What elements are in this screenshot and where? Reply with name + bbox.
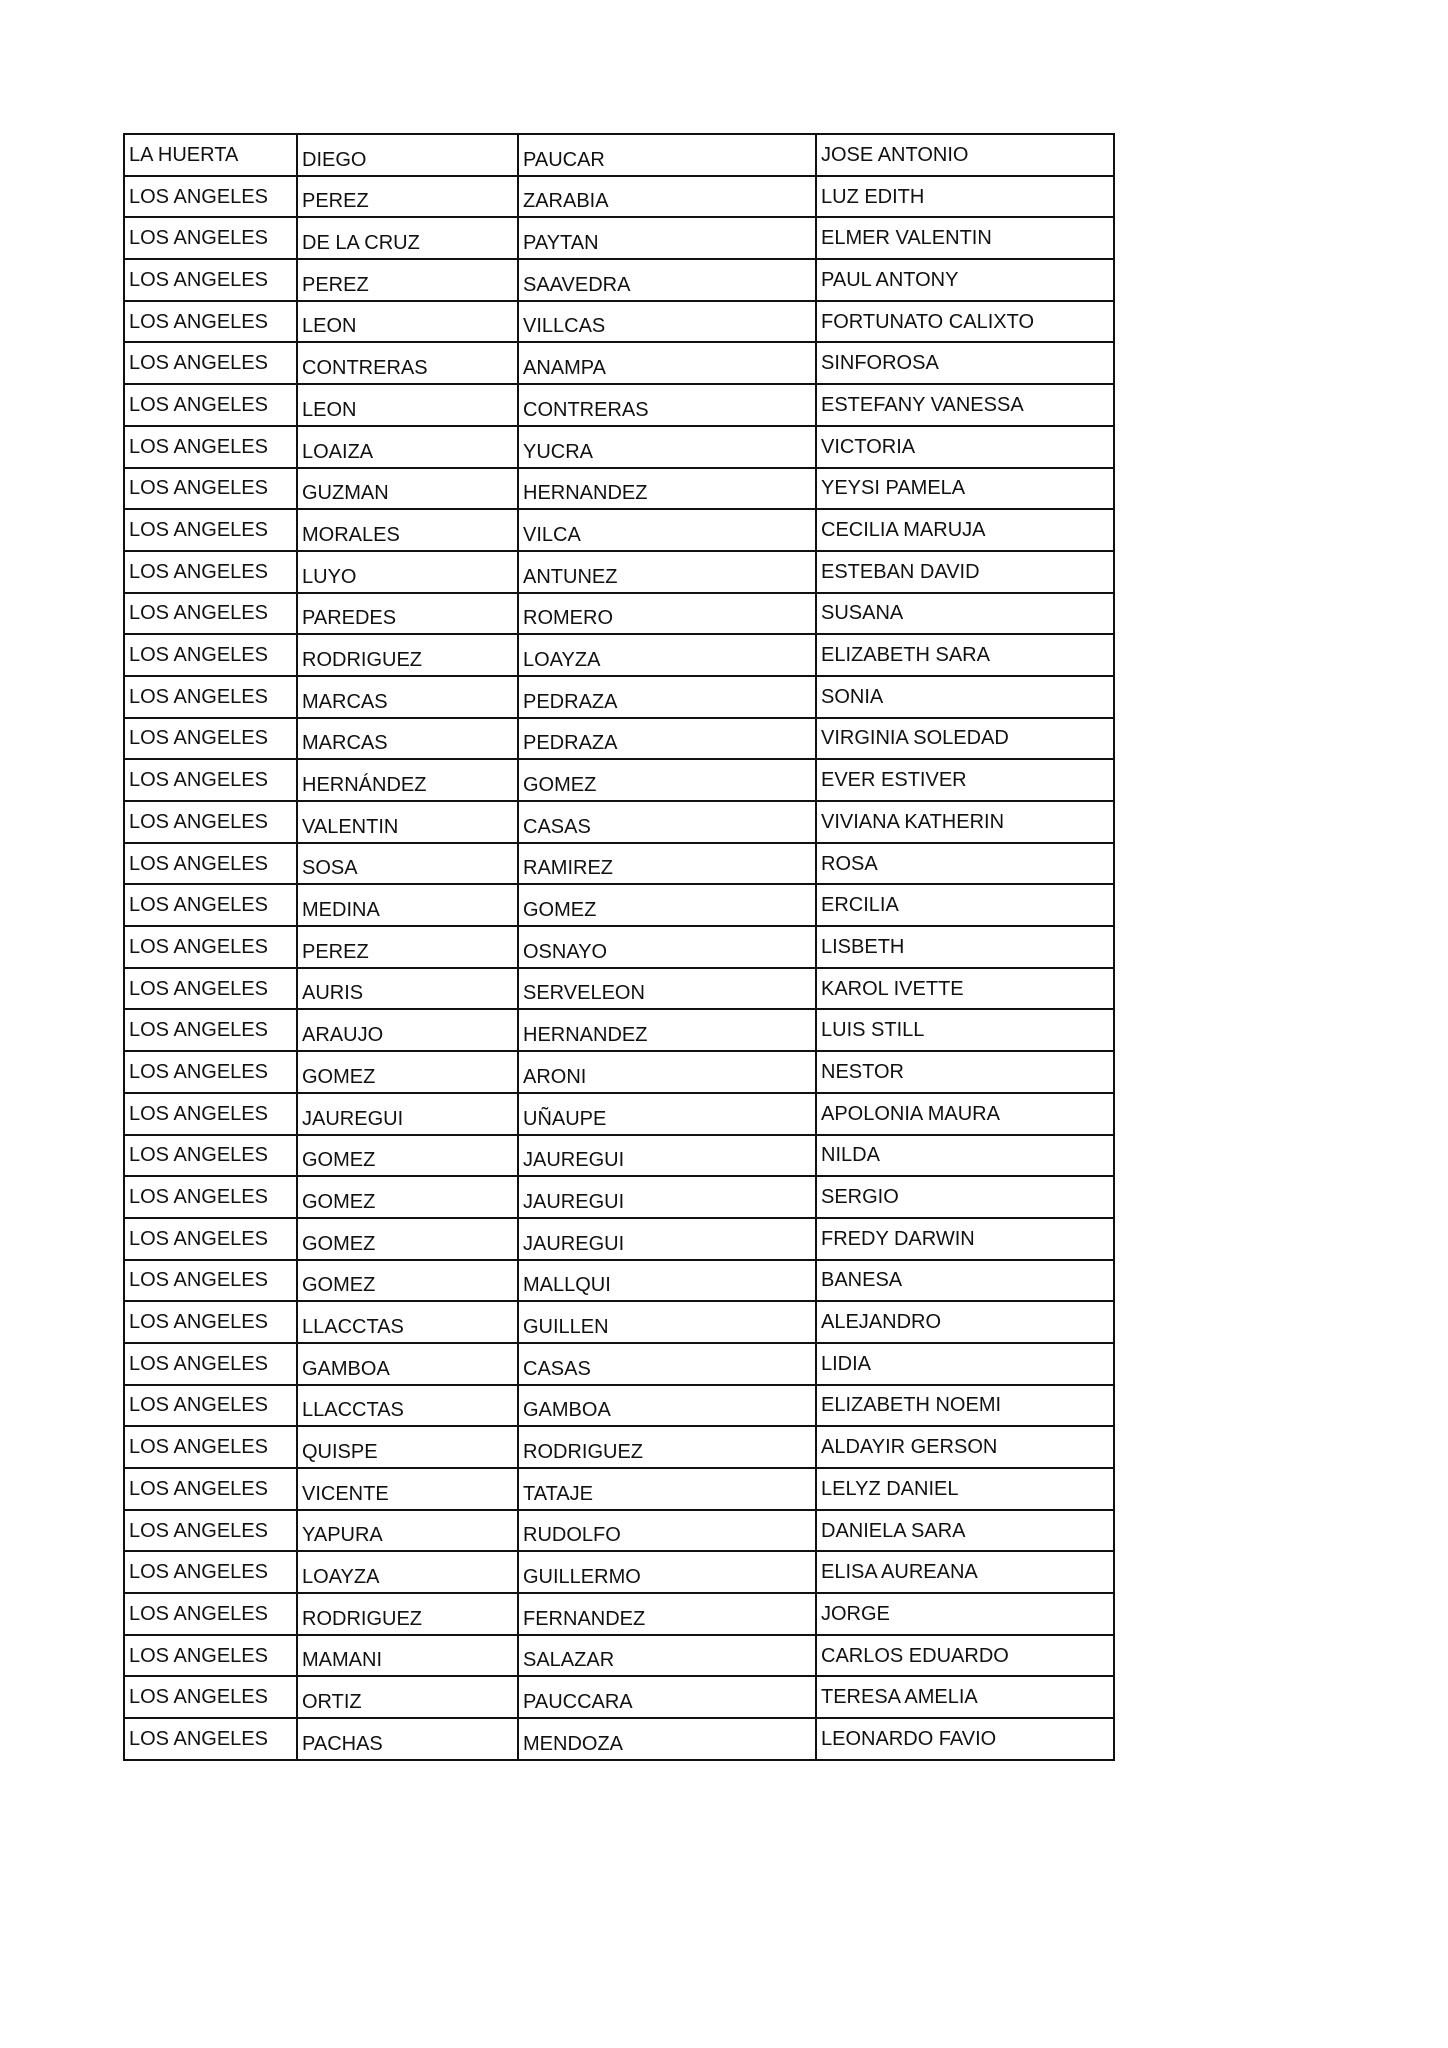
first-surname-cell: LEON <box>297 384 518 426</box>
given-names-cell: ALDAYIR GERSON <box>816 1426 1114 1468</box>
second-surname-cell: YUCRA <box>518 426 816 468</box>
first-surname-cell: LOAYZA <box>297 1551 518 1593</box>
second-surname-cell: SERVELEON <box>518 968 816 1010</box>
locality-cell: LOS ANGELES <box>124 759 297 801</box>
second-surname-cell: JAUREGUI <box>518 1135 816 1177</box>
given-names-cell: SONIA <box>816 676 1114 718</box>
given-names-cell: ELIZABETH NOEMI <box>816 1385 1114 1427</box>
table-row <box>124 968 1114 1010</box>
given-names-cell: KAROL IVETTE <box>816 968 1114 1010</box>
first-surname-cell: ORTIZ <box>297 1676 518 1718</box>
names-table-body <box>124 134 1114 1760</box>
locality-cell: LOS ANGELES <box>124 1009 297 1051</box>
given-names-cell: ERCILIA <box>816 884 1114 926</box>
given-names-cell: LEONARDO FAVIO <box>816 1718 1114 1760</box>
table-row <box>124 1218 1114 1260</box>
names-table <box>123 133 1115 1761</box>
locality-cell: LOS ANGELES <box>124 1176 297 1218</box>
given-names-cell: FORTUNATO CALIXTO <box>816 301 1114 343</box>
given-names-cell: VIRGINIA SOLEDAD <box>816 718 1114 760</box>
given-names-cell: YEYSI PAMELA <box>816 468 1114 510</box>
given-names-cell: FREDY DARWIN <box>816 1218 1114 1260</box>
table-row <box>124 1051 1114 1093</box>
locality-cell: LOS ANGELES <box>124 718 297 760</box>
locality-cell: LOS ANGELES <box>124 1343 297 1385</box>
second-surname-cell: UÑAUPE <box>518 1093 816 1135</box>
second-surname-cell: GAMBOA <box>518 1385 816 1427</box>
second-surname-cell: VILCA <box>518 509 816 551</box>
first-surname-cell: VICENTE <box>297 1468 518 1510</box>
first-surname-cell: MARCAS <box>297 718 518 760</box>
locality-cell: LOS ANGELES <box>124 1676 297 1718</box>
given-names-cell: CECILIA MARUJA <box>816 509 1114 551</box>
second-surname-cell: TATAJE <box>518 1468 816 1510</box>
locality-cell: LOS ANGELES <box>124 593 297 635</box>
first-surname-cell: HERNÁNDEZ <box>297 759 518 801</box>
locality-cell: LOS ANGELES <box>124 843 297 885</box>
locality-cell: LOS ANGELES <box>124 1385 297 1427</box>
given-names-cell: EVER ESTIVER <box>816 759 1114 801</box>
locality-cell: LOS ANGELES <box>124 801 297 843</box>
second-surname-cell: GUILLEN <box>518 1301 816 1343</box>
locality-cell: LOS ANGELES <box>124 1593 297 1635</box>
table-row <box>124 1551 1114 1593</box>
locality-cell: LOS ANGELES <box>124 1635 297 1677</box>
second-surname-cell: SAAVEDRA <box>518 259 816 301</box>
second-surname-cell: VILLCAS <box>518 301 816 343</box>
table-row <box>124 176 1114 218</box>
table-row <box>124 1135 1114 1177</box>
locality-cell: LOS ANGELES <box>124 1301 297 1343</box>
table-row <box>124 1718 1114 1760</box>
second-surname-cell: RAMIREZ <box>518 843 816 885</box>
locality-cell: LOS ANGELES <box>124 468 297 510</box>
given-names-cell: ELISA AUREANA <box>816 1551 1114 1593</box>
given-names-cell: LELYZ DANIEL <box>816 1468 1114 1510</box>
first-surname-cell: PEREZ <box>297 176 518 218</box>
given-names-cell: PAUL ANTONY <box>816 259 1114 301</box>
first-surname-cell: DE LA CRUZ <box>297 217 518 259</box>
first-surname-cell: ARAUJO <box>297 1009 518 1051</box>
second-surname-cell: PEDRAZA <box>518 718 816 760</box>
second-surname-cell: CONTRERAS <box>518 384 816 426</box>
table-row <box>124 1676 1114 1718</box>
second-surname-cell: PEDRAZA <box>518 676 816 718</box>
table-row <box>124 1635 1114 1677</box>
locality-cell: LOS ANGELES <box>124 1718 297 1760</box>
second-surname-cell: ZARABIA <box>518 176 816 218</box>
table-row <box>124 884 1114 926</box>
first-surname-cell: LUYO <box>297 551 518 593</box>
locality-cell: LOS ANGELES <box>124 1510 297 1552</box>
first-surname-cell: GUZMAN <box>297 468 518 510</box>
table-row <box>124 1593 1114 1635</box>
table-row <box>124 759 1114 801</box>
first-surname-cell: MEDINA <box>297 884 518 926</box>
first-surname-cell: VALENTIN <box>297 801 518 843</box>
table-row <box>124 551 1114 593</box>
second-surname-cell: CASAS <box>518 1343 816 1385</box>
given-names-cell: APOLONIA MAURA <box>816 1093 1114 1135</box>
first-surname-cell: MORALES <box>297 509 518 551</box>
first-surname-cell: GOMEZ <box>297 1218 518 1260</box>
second-surname-cell: RUDOLFO <box>518 1510 816 1552</box>
first-surname-cell: GAMBOA <box>297 1343 518 1385</box>
second-surname-cell: GOMEZ <box>518 759 816 801</box>
second-surname-cell: SALAZAR <box>518 1635 816 1677</box>
locality-cell: LOS ANGELES <box>124 1093 297 1135</box>
locality-cell: LOS ANGELES <box>124 217 297 259</box>
first-surname-cell: RODRIGUEZ <box>297 1593 518 1635</box>
locality-cell: LOS ANGELES <box>124 884 297 926</box>
given-names-cell: SINFOROSA <box>816 342 1114 384</box>
second-surname-cell: ANTUNEZ <box>518 551 816 593</box>
table-row <box>124 217 1114 259</box>
first-surname-cell: AURIS <box>297 968 518 1010</box>
given-names-cell: SERGIO <box>816 1176 1114 1218</box>
second-surname-cell: CASAS <box>518 801 816 843</box>
first-surname-cell: PEREZ <box>297 926 518 968</box>
first-surname-cell: PAREDES <box>297 593 518 635</box>
table-row <box>124 426 1114 468</box>
first-surname-cell: JAUREGUI <box>297 1093 518 1135</box>
locality-cell: LOS ANGELES <box>124 1468 297 1510</box>
table-row <box>124 1260 1114 1302</box>
table-row <box>124 134 1114 176</box>
locality-cell: LOS ANGELES <box>124 1260 297 1302</box>
locality-cell: LOS ANGELES <box>124 1426 297 1468</box>
first-surname-cell: LLACCTAS <box>297 1301 518 1343</box>
table-row <box>124 843 1114 885</box>
first-surname-cell: CONTRERAS <box>297 342 518 384</box>
locality-cell: LOS ANGELES <box>124 1135 297 1177</box>
first-surname-cell: DIEGO <box>297 134 518 176</box>
table-row <box>124 593 1114 635</box>
locality-cell: LOS ANGELES <box>124 426 297 468</box>
second-surname-cell: GUILLERMO <box>518 1551 816 1593</box>
table-row <box>124 1176 1114 1218</box>
second-surname-cell: ARONI <box>518 1051 816 1093</box>
given-names-cell: NESTOR <box>816 1051 1114 1093</box>
locality-cell: LOS ANGELES <box>124 259 297 301</box>
second-surname-cell: PAUCCARA <box>518 1676 816 1718</box>
table-row <box>124 1426 1114 1468</box>
table-row <box>124 509 1114 551</box>
locality-cell: LOS ANGELES <box>124 676 297 718</box>
given-names-cell: NILDA <box>816 1135 1114 1177</box>
second-surname-cell: JAUREGUI <box>518 1176 816 1218</box>
given-names-cell: TERESA AMELIA <box>816 1676 1114 1718</box>
given-names-cell: SUSANA <box>816 593 1114 635</box>
first-surname-cell: QUISPE <box>297 1426 518 1468</box>
table-row <box>124 1301 1114 1343</box>
first-surname-cell: GOMEZ <box>297 1176 518 1218</box>
first-surname-cell: MAMANI <box>297 1635 518 1677</box>
first-surname-cell: LOAIZA <box>297 426 518 468</box>
locality-cell: LOS ANGELES <box>124 1551 297 1593</box>
locality-cell: LOS ANGELES <box>124 1051 297 1093</box>
first-surname-cell: PACHAS <box>297 1718 518 1760</box>
locality-cell: LOS ANGELES <box>124 634 297 676</box>
locality-cell: LOS ANGELES <box>124 176 297 218</box>
table-row <box>124 1093 1114 1135</box>
given-names-cell: LIDIA <box>816 1343 1114 1385</box>
table-row <box>124 1009 1114 1051</box>
first-surname-cell: GOMEZ <box>297 1135 518 1177</box>
second-surname-cell: PAUCAR <box>518 134 816 176</box>
second-surname-cell: OSNAYO <box>518 926 816 968</box>
table-row <box>124 718 1114 760</box>
first-surname-cell: YAPURA <box>297 1510 518 1552</box>
table-row <box>124 1510 1114 1552</box>
locality-cell: LOS ANGELES <box>124 968 297 1010</box>
given-names-cell: JOSE ANTONIO <box>816 134 1114 176</box>
given-names-cell: VICTORIA <box>816 426 1114 468</box>
table-row <box>124 1468 1114 1510</box>
first-surname-cell: GOMEZ <box>297 1051 518 1093</box>
first-surname-cell: MARCAS <box>297 676 518 718</box>
given-names-cell: ALEJANDRO <box>816 1301 1114 1343</box>
locality-cell: LOS ANGELES <box>124 551 297 593</box>
second-surname-cell: MALLQUI <box>518 1260 816 1302</box>
first-surname-cell: PEREZ <box>297 259 518 301</box>
given-names-cell: ELIZABETH SARA <box>816 634 1114 676</box>
first-surname-cell: GOMEZ <box>297 1260 518 1302</box>
given-names-cell: LUZ EDITH <box>816 176 1114 218</box>
given-names-cell: JORGE <box>816 1593 1114 1635</box>
given-names-cell: ESTEFANY VANESSA <box>816 384 1114 426</box>
locality-cell: LOS ANGELES <box>124 301 297 343</box>
second-surname-cell: GOMEZ <box>518 884 816 926</box>
locality-cell: LOS ANGELES <box>124 926 297 968</box>
table-row <box>124 926 1114 968</box>
locality-cell: LOS ANGELES <box>124 509 297 551</box>
locality-cell: LOS ANGELES <box>124 384 297 426</box>
table-row <box>124 384 1114 426</box>
given-names-cell: LUIS STILL <box>816 1009 1114 1051</box>
first-surname-cell: LEON <box>297 301 518 343</box>
table-row <box>124 468 1114 510</box>
second-surname-cell: MENDOZA <box>518 1718 816 1760</box>
locality-cell: LOS ANGELES <box>124 342 297 384</box>
given-names-cell: VIVIANA KATHERIN <box>816 801 1114 843</box>
table-row <box>124 259 1114 301</box>
table-row <box>124 676 1114 718</box>
first-surname-cell: RODRIGUEZ <box>297 634 518 676</box>
locality-cell: LA HUERTA <box>124 134 297 176</box>
given-names-cell: ROSA <box>816 843 1114 885</box>
second-surname-cell: ANAMPA <box>518 342 816 384</box>
table-row <box>124 342 1114 384</box>
given-names-cell: ELMER VALENTIN <box>816 217 1114 259</box>
table-row <box>124 1343 1114 1385</box>
second-surname-cell: PAYTAN <box>518 217 816 259</box>
second-surname-cell: HERNANDEZ <box>518 1009 816 1051</box>
given-names-cell: BANESA <box>816 1260 1114 1302</box>
given-names-cell: ESTEBAN DAVID <box>816 551 1114 593</box>
second-surname-cell: JAUREGUI <box>518 1218 816 1260</box>
table-row <box>124 301 1114 343</box>
second-surname-cell: FERNANDEZ <box>518 1593 816 1635</box>
table-row <box>124 801 1114 843</box>
given-names-cell: CARLOS EDUARDO <box>816 1635 1114 1677</box>
second-surname-cell: HERNANDEZ <box>518 468 816 510</box>
first-surname-cell: LLACCTAS <box>297 1385 518 1427</box>
second-surname-cell: ROMERO <box>518 593 816 635</box>
first-surname-cell: SOSA <box>297 843 518 885</box>
table-row <box>124 634 1114 676</box>
locality-cell: LOS ANGELES <box>124 1218 297 1260</box>
given-names-cell: LISBETH <box>816 926 1114 968</box>
second-surname-cell: LOAYZA <box>518 634 816 676</box>
table-row <box>124 1385 1114 1427</box>
second-surname-cell: RODRIGUEZ <box>518 1426 816 1468</box>
given-names-cell: DANIELA SARA <box>816 1510 1114 1552</box>
